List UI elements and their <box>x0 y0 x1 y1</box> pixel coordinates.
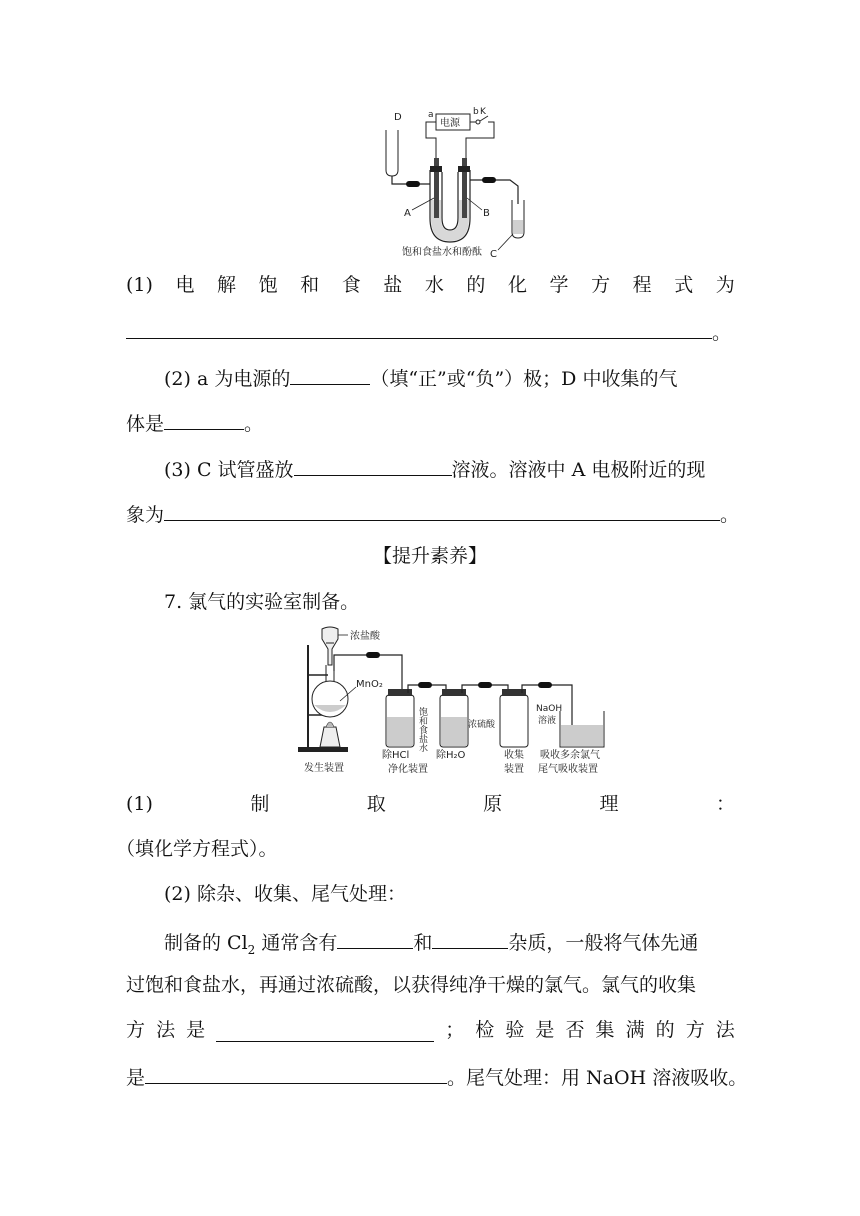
cap-purify: 净化装置 <box>388 764 428 775</box>
terminal-a-label: a <box>428 110 434 120</box>
electrode-a-label: A <box>404 208 411 219</box>
chlorine-apparatus-diagram <box>290 625 620 780</box>
q7-para-line4: 是 。尾气处理：用 NaOH 溶液吸收。 <box>126 1063 747 1090</box>
mno2-label: MnO₂ <box>356 679 383 690</box>
answer-blank[interactable] <box>164 500 720 521</box>
answer-blank[interactable] <box>145 1063 447 1084</box>
q6-part1-line1: (1) 电 解 饱 和 食 盐 水 的 化 学 方 程 式 为 <box>126 274 735 296</box>
solution-caption: 饱和食盐水和酚酞 <box>402 247 482 258</box>
tube-d-label: D <box>394 112 402 123</box>
q6-part1-line2: 。 <box>126 318 731 345</box>
cap-generation: 发生装置 <box>304 763 344 774</box>
answer-blank[interactable] <box>126 318 712 339</box>
cap-remove-h2o: 除H₂O <box>436 750 466 761</box>
q6-part3-line1: (3) C 试管盛放 溶液。溶液中 A 电极附近的现 <box>164 455 705 482</box>
answer-blank[interactable] <box>164 409 244 430</box>
q7-part1-line2: （填化学方程式）。 <box>116 838 278 860</box>
cap-absorb-1: 吸收多余氯气 <box>540 750 600 761</box>
cap-remove-hcl: 除HCl <box>382 750 410 761</box>
answer-blank[interactable] <box>294 455 452 476</box>
terminal-b-label: b <box>473 107 479 117</box>
bottle1-label: 饱和食盐水 <box>417 707 427 752</box>
conc-hcl-label: 浓盐酸 <box>350 631 380 642</box>
naoh-label-2: 溶液 <box>538 716 557 726</box>
answer-blank[interactable] <box>337 928 413 949</box>
q6-part2-line2: 体是 。 <box>126 409 263 436</box>
answer-blank[interactable] <box>290 364 370 385</box>
q7-para-line1: 制备的 $Cl_2$ 通常含有 和 杂质，一般将气体先通 <box>164 928 698 962</box>
answer-blank[interactable] <box>216 1021 434 1042</box>
q7-para-line2: 过饱和食盐水，再通过浓硫酸，以获得纯净干燥的氯气。氯气的收集 <box>126 974 697 996</box>
q7-part1-line1: (1) 制 取 原 理 ： <box>126 793 735 815</box>
cap-absorb-2: 尾气吸收装置 <box>538 764 598 775</box>
power-label: 电源 <box>440 118 460 129</box>
naoh-label-1: NaOH <box>536 704 563 714</box>
tube-c-label: C <box>490 249 497 260</box>
q7-title: 7. 氯气的实验室制备。 <box>164 591 360 613</box>
q7-para-line3: 方 法 是 ； 检 验 是 否 集 满 的 方 法 <box>126 1019 735 1041</box>
electrode-b-label: B <box>483 208 490 219</box>
q7-part2-heading: (2) 除杂、收集、尾气处理： <box>164 883 406 905</box>
q6-part3-line2: 象为 。 <box>126 500 739 527</box>
switch-k-label: K <box>480 107 486 117</box>
electrolysis-diagram <box>370 100 530 260</box>
section-title: 【提升素养】 <box>372 545 487 567</box>
conc-h2so4-label: 浓硫酸 <box>468 720 496 730</box>
cap-collect-1: 收集 <box>504 750 524 761</box>
cap-collect-2: 装置 <box>504 764 524 775</box>
answer-blank[interactable] <box>432 928 508 949</box>
q6-part2-line1: (2) a 为电源的 （填“正”或“负”）极；D 中收集的气 <box>164 364 677 391</box>
